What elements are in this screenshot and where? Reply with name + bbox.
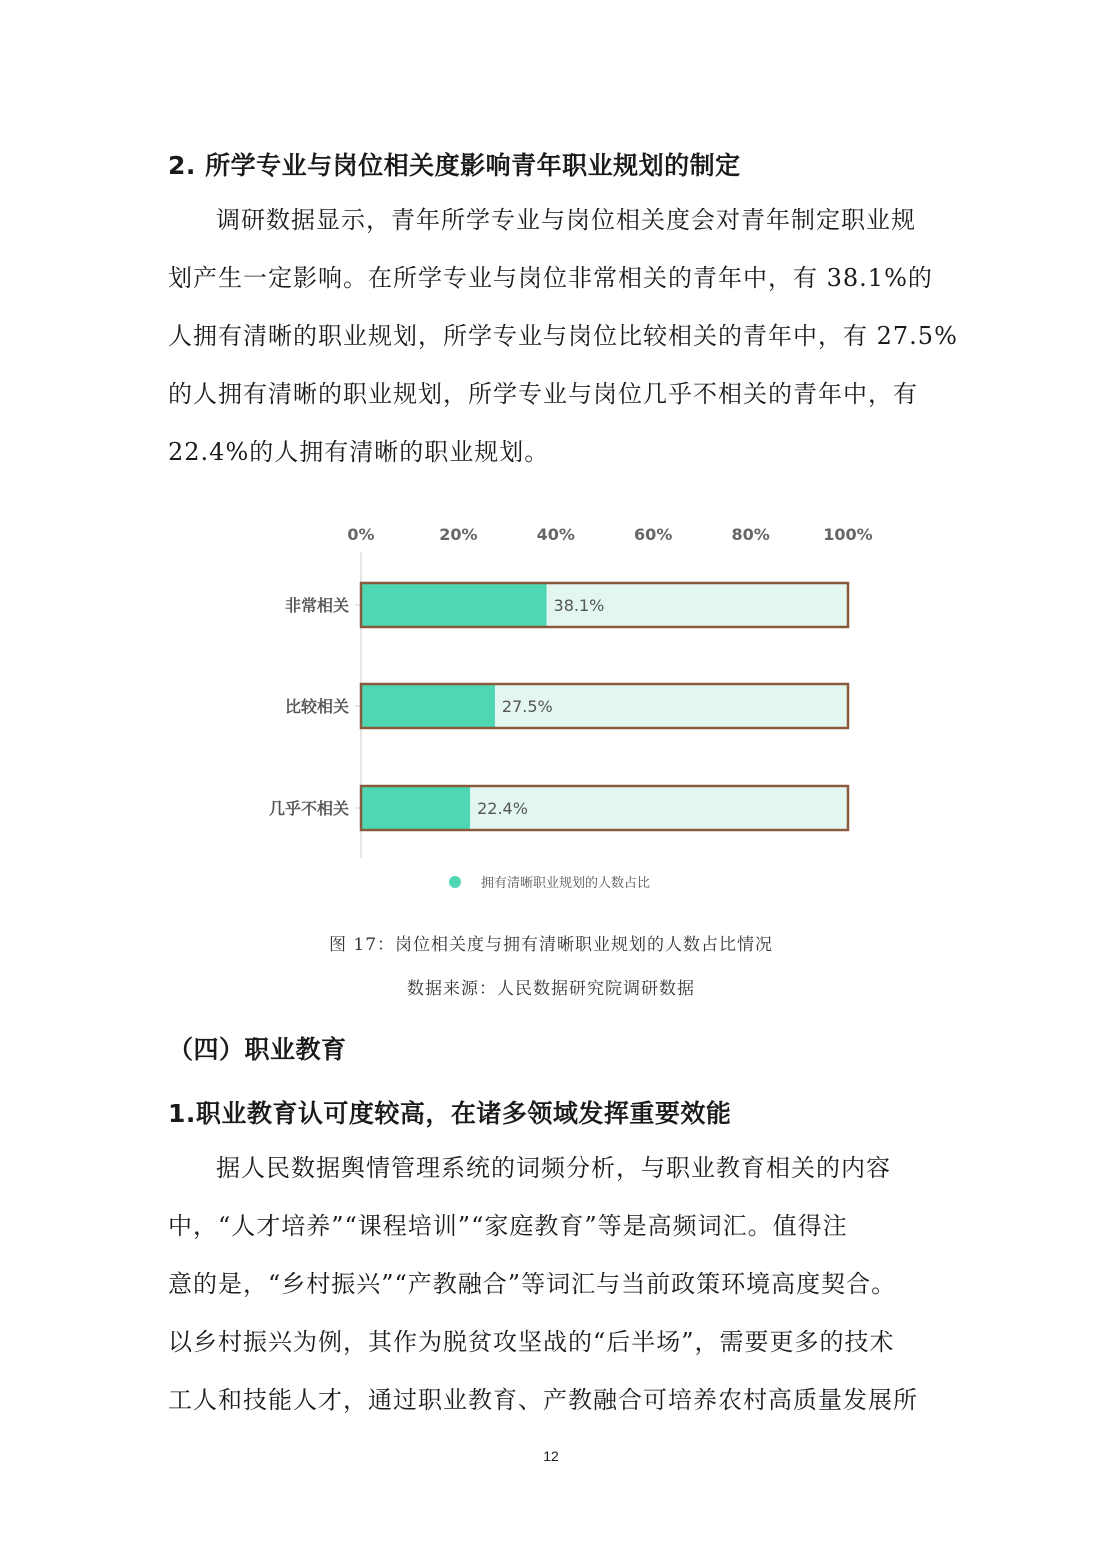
x-tick-label: 80% [731,525,770,544]
x-tick-label: 20% [439,525,478,544]
section-heading: 2. 所学专业与岗位相关度影响青年职业规划的制定 [168,151,741,180]
category-label: 比较相关 [284,697,349,716]
figure-source: 数据来源：人民数据研究院调研数据 [407,979,695,999]
paragraph-line: 调研数据显示，青年所学专业与岗位相关度会对青年制定职业规 [216,206,916,234]
bar [361,786,470,830]
figure-caption: 图 17：岗位相关度与拥有清晰职业规划的人数占比情况 [328,935,774,955]
paragraph [168,191,958,481]
paragraph-line: 意的是，“乡村振兴”“产教融合”等词汇与当前政策环境高度契合。 [168,1270,897,1298]
section-heading: （四）职业教育 [168,1035,347,1064]
x-tick-label: 100% [823,525,873,544]
paragraph-line: 22.4%的人拥有清晰的职业规划。 [168,438,550,466]
legend-label: 拥有清晰职业规划的人数占比 [481,876,651,891]
data-label: 38.1% [553,596,605,615]
paragraph-line: 据人民数据舆情管理系统的词频分析，与职业教育相关的内容 [216,1154,891,1182]
paragraph-line: 人拥有清晰的职业规划，所学专业与岗位比较相关的青年中，有 27.5% [168,322,958,350]
section-heading: 1.职业教育认可度较高，在诸多领域发挥重要效能 [168,1099,732,1128]
paragraph-line: 的人拥有清晰的职业规划，所学专业与岗位几乎不相关的青年中，有 [168,380,918,408]
paragraph-line: 以乡村振兴为例，其作为脱贫攻坚战的“后半场”，需要更多的技术 [168,1328,895,1356]
x-tick-label: 60% [634,525,673,544]
data-label: 22.4% [477,799,528,818]
data-label: 27.5% [501,697,553,716]
bar [361,583,547,627]
paragraph-line: 划产生一定影响。在所学专业与岗位非常相关的青年中，有 38.1%的 [168,264,933,292]
category-label: 非常相关 [284,596,349,615]
bar-chart [225,498,875,898]
category-label: 几乎不相关 [268,799,349,818]
paragraph-line: 中，“人才培养”“课程培训”“家庭教育”等是高频词汇。值得注 [168,1212,848,1240]
paragraph-line: 工人和技能人才，通过职业教育、产教融合可培养农村高质量发展所 [168,1386,918,1414]
bar [361,684,495,728]
chart-svg [225,498,875,898]
x-tick-label: 40% [536,525,575,544]
paragraph [168,1139,936,1429]
x-tick-label: 0% [347,525,375,544]
legend-marker [449,876,461,888]
page-number: 12 [543,1448,559,1464]
